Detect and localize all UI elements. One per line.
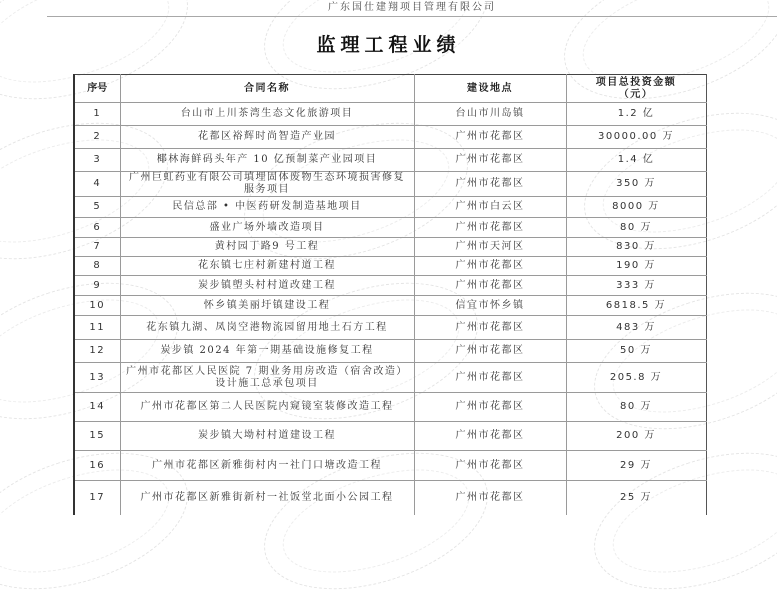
company-header: 广东国仕建翔项目管理有限公司 <box>47 0 777 17</box>
table-row <box>74 481 706 515</box>
row-investment: 200 万 <box>566 422 706 451</box>
table-row <box>74 451 706 481</box>
row-investment: 80 万 <box>566 393 706 422</box>
row-location: 广州市花都区 <box>414 257 566 276</box>
column-header-investment: 项目总投资金额（元） <box>566 75 706 103</box>
row-investment: 483 万 <box>566 316 706 340</box>
row-index: 9 <box>74 276 120 296</box>
row-location: 广州市花都区 <box>414 149 566 172</box>
table-row <box>74 363 706 393</box>
table-row <box>74 238 706 257</box>
row-investment: 29 万 <box>566 451 706 481</box>
row-location: 广州市花都区 <box>414 481 566 515</box>
row-contract-name: 炭步镇大坳村村道建设工程 <box>120 422 414 451</box>
table-row <box>74 257 706 276</box>
table-row <box>74 393 706 422</box>
table-row <box>74 218 706 238</box>
row-contract-name: 炭步镇塱头村村道改建工程 <box>120 276 414 296</box>
row-index: 17 <box>74 481 120 515</box>
row-contract-name: 盛业广场外墙改造项目 <box>120 218 414 238</box>
table-row <box>74 126 706 149</box>
row-index: 6 <box>74 218 120 238</box>
row-location: 广州市花都区 <box>414 422 566 451</box>
table-row <box>74 103 706 126</box>
row-index: 11 <box>74 316 120 340</box>
row-index: 13 <box>74 363 120 393</box>
row-location: 广州市花都区 <box>414 393 566 422</box>
row-location: 广州市花都区 <box>414 172 566 197</box>
row-investment: 205.8 万 <box>566 363 706 393</box>
row-investment: 25 万 <box>566 481 706 515</box>
row-location: 台山市川岛镇 <box>414 103 566 126</box>
row-contract-name: 广州市花都区人民医院 7 期业务用房改造（宿舍改造）设计施工总承包项目 <box>120 363 414 393</box>
row-index: 10 <box>74 296 120 316</box>
row-investment: 1.2 亿 <box>566 103 706 126</box>
page-title: 监理工程业绩 <box>316 34 461 56</box>
row-contract-name: 炭步镇 2024 年第一期基础设施修复工程 <box>120 340 414 363</box>
row-investment: 830 万 <box>566 238 706 257</box>
row-contract-name: 黄村园丁路9 号工程 <box>120 238 414 257</box>
table-header-row <box>74 75 706 103</box>
row-investment: 333 万 <box>566 276 706 296</box>
row-contract-name: 花东镇九湖、凤岗空港物流园留用地土石方工程 <box>120 316 414 340</box>
row-investment: 50 万 <box>566 340 706 363</box>
row-index: 5 <box>74 197 120 218</box>
table-body <box>74 103 706 515</box>
row-index: 8 <box>74 257 120 276</box>
row-contract-name: 怀乡镇美丽圩镇建设工程 <box>120 296 414 316</box>
row-location: 信宜市怀乡镇 <box>414 296 566 316</box>
row-index: 7 <box>74 238 120 257</box>
row-contract-name: 椰林海鲜码头年产 10 亿预制菜产业园项目 <box>120 149 414 172</box>
table-row <box>74 316 706 340</box>
table-row <box>74 340 706 363</box>
row-location: 广州市花都区 <box>414 363 566 393</box>
column-header-location: 建设地点 <box>414 75 566 103</box>
table-row <box>74 422 706 451</box>
row-location: 广州市花都区 <box>414 316 566 340</box>
table-row <box>74 197 706 218</box>
row-contract-name: 民信总部 • 中医药研发制造基地项目 <box>120 197 414 218</box>
row-investment: 6818.5 万 <box>566 296 706 316</box>
table-row <box>74 296 706 316</box>
row-investment: 30000.00 万 <box>566 126 706 149</box>
row-investment: 8000 万 <box>566 197 706 218</box>
row-index: 15 <box>74 422 120 451</box>
table-row <box>74 172 706 197</box>
row-index: 2 <box>74 126 120 149</box>
row-index: 1 <box>74 103 120 126</box>
column-header-index: 序号 <box>74 75 120 103</box>
table-row <box>74 149 706 172</box>
supervision-performance-table <box>73 74 707 515</box>
row-contract-name: 台山市上川茶湾生态文化旅游项目 <box>120 103 414 126</box>
row-index: 14 <box>74 393 120 422</box>
row-index: 12 <box>74 340 120 363</box>
row-contract-name: 广州巨虹药业有限公司填埋固体废物生态环境损害修复服务项目 <box>120 172 414 197</box>
column-header-contract-name: 合同名称 <box>120 75 414 103</box>
row-contract-name: 广州市花都区第二人民医院内窥镜室装修改造工程 <box>120 393 414 422</box>
row-index: 3 <box>74 149 120 172</box>
row-location: 广州市花都区 <box>414 218 566 238</box>
row-location: 广州市天河区 <box>414 238 566 257</box>
table-row <box>74 276 706 296</box>
row-investment: 80 万 <box>566 218 706 238</box>
row-index: 16 <box>74 451 120 481</box>
row-investment: 350 万 <box>566 172 706 197</box>
row-location: 广州市花都区 <box>414 340 566 363</box>
row-investment: 190 万 <box>566 257 706 276</box>
row-contract-name: 花东镇七庄村新建村道工程 <box>120 257 414 276</box>
row-location: 广州市白云区 <box>414 197 566 218</box>
row-location: 广州市花都区 <box>414 276 566 296</box>
row-location: 广州市花都区 <box>414 451 566 481</box>
row-index: 4 <box>74 172 120 197</box>
row-contract-name: 花都区裕辉时尚智造产业园 <box>120 126 414 149</box>
row-contract-name: 广州市花都区新雅街新村一社饭堂北面小公园工程 <box>120 481 414 515</box>
row-investment: 1.4 亿 <box>566 149 706 172</box>
row-location: 广州市花都区 <box>414 126 566 149</box>
row-contract-name: 广州市花都区新雅街村内一社门口塘改造工程 <box>120 451 414 481</box>
